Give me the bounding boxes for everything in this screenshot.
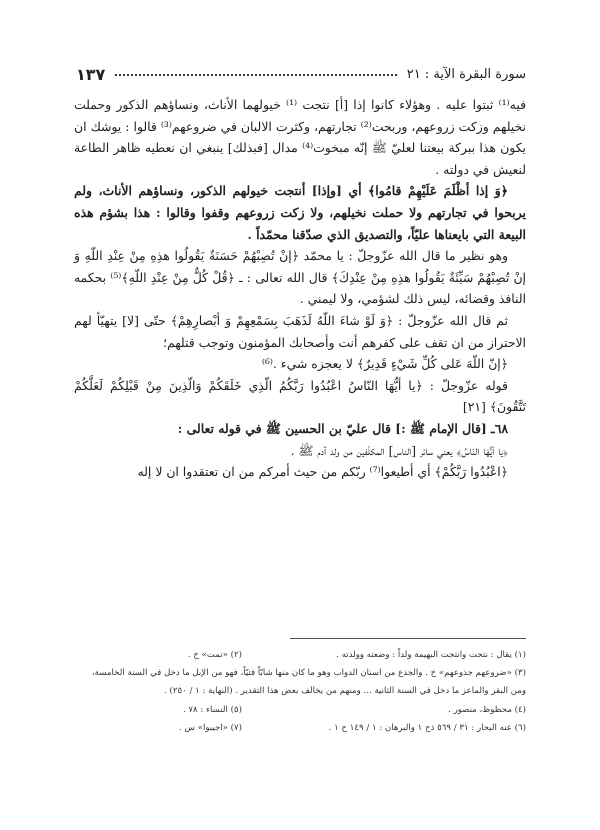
footnote-separator bbox=[290, 638, 526, 639]
paragraph-9: ﴿اعْبُدُوا رَبَّكُمْ﴾ أي أطيعوا⁽⁷⁾ ربّكم من حيث أمركم من ان تعتقدوا ان لا إله bbox=[137, 464, 508, 480]
paragraph-2: ﴿وَ إذا أظْلَمَ عَلَيْهِمْ قامُوا﴾ أي [وإذا] أنتجت خيولهم الذكور، ونساؤهم الأناث، ولم يربحوا في تجارتهم ولا حملت نخيلهم، ولا زكت زروعهم وقفوا وقالوا : هذا بشؤم هذه البيعة التي بايعناها عليّاً، والتصديق الذي صدّقنا محمّداً . bbox=[74, 183, 526, 242]
footnote-6: (٦) عنه البحار : ٣١ / ٥٦٩ ذح ١ والبرهان : ١ / ١٤٩ ح ١ . bbox=[328, 722, 526, 733]
page-number: ١٣٧ bbox=[76, 64, 106, 84]
footnotes bbox=[74, 646, 526, 737]
paragraph-7: ٦٨ـ [قال الإمام ﷺ :] قال عليّ بن الحسين ﷺ في قوله تعالى : bbox=[177, 420, 508, 436]
footnote-3: (٣) «ضروعهم جذوعهم» خ . والجذع من اسنان الدواب وهو ما كان منها شابّاً فتيّاً، فهو من الإبل ما دخل في السنة الخامسة، ومن البقر والماعز ما دخل في السنة الثانية ... ومنهم من يخالف بعض هذا التقدير . (النهاية : ١ / ٢٥٠) . bbox=[91, 668, 526, 697]
paragraph-6: قوله عزّوجلّ : ﴿يا أيُّهَا النّاسُ اعْبُدُوا رَبَّكُمُ الّذِي خَلَقَكُمْ وَالّذِينَ مِنْ قَبْلِكُمْ لَعَلَّكُمْ تَتَّقُونَ﴾ [٢١] bbox=[74, 377, 526, 415]
footnote-1: (١) يقال : نتجت وانتجت البهيمة ولداً : وضعته وولدته . bbox=[336, 650, 526, 660]
paragraph-1: فيه⁽¹⁾ ثبتوا عليه . وهؤلاء كانوا إذا [أ] نتجت ⁽¹⁾ خيولهما الأناث، ونساؤهم الذكور وحملت نخيلهم وزكت زروعهم، وربحت⁽²⁾ تجارتهم، وكثرت الالبان في ضروعهم⁽³⁾ قالوا : يوشك ان يكون هذا ببركة بيعتنا لعليّ ﷺ إنّه مبخوت⁽⁴⁾ مدال [فبذلك] ينبغي ان نعطيه ظاهر الطاعة لنعيش في دولته . bbox=[74, 97, 527, 177]
main-text bbox=[74, 94, 526, 483]
paragraph-8: ﴿يا أيُّهَا النّاسُ﴾ يعني سائر [الناس] المكلّفين من ولد آدم ﷺ . bbox=[290, 442, 508, 458]
footnote-4: (٤) محظوظ، منصور . bbox=[448, 704, 526, 715]
footnote-5: (٥) النساء : ٧٨ . bbox=[182, 704, 242, 715]
running-title: سورة البقرة الآية : ٢١ bbox=[406, 66, 526, 82]
footnote-7: (٧) «اجيبوا» س . bbox=[179, 722, 242, 733]
header-dotted-rule bbox=[115, 66, 396, 76]
page-header bbox=[76, 62, 526, 86]
paragraph-4: ثم قال الله عزّوجلّ : ﴿وَ لَوْ شاءَ اللّهُ لَذَهَبَ بِسَمْعِهِمْ وَ أبْصارِهِمْ﴾ حتّى [لا] يتهيّأ لهم الاحتراز من ان تقف على كفرهم أنت وأصحابك المؤمنون وتوجب قتلهم؛ bbox=[74, 312, 526, 350]
footnote-2: (٢) «نمت» خ . bbox=[187, 650, 242, 660]
footnote-row-1 bbox=[74, 646, 526, 664]
footnote-row-3 bbox=[74, 719, 526, 737]
paragraph-3: وهو نظير ما قال الله عزّوجلّ : يا محمّد ﴿إنْ تُصِبْهُمْ حَسَنَةٌ يَقُولُوا هذِهِ مِنْ عِنْدِ اللّهِ وَ إنْ تُصِبْهُمْ سَيِّئَةٌ يَقُولُوا هذِهِ مِنْ عِنْدِكَ﴾ قال الله تعالى : ـ ﴿قُلْ كُلٌّ مِنْ عِنْدِ اللّهِ﴾⁽⁵⁾ بحكمه النافذ وقضائه، ليس ذلك لشؤمي، ولا ليمني . bbox=[74, 248, 526, 307]
paragraph-5: ﴿إنّ اللّهَ عَلى كُلِّ شَيْءٍ قَدِيرٌ﴾ لا يعجزه شيء .⁽⁶⁾ bbox=[261, 356, 508, 372]
footnote-row-2 bbox=[74, 701, 526, 719]
